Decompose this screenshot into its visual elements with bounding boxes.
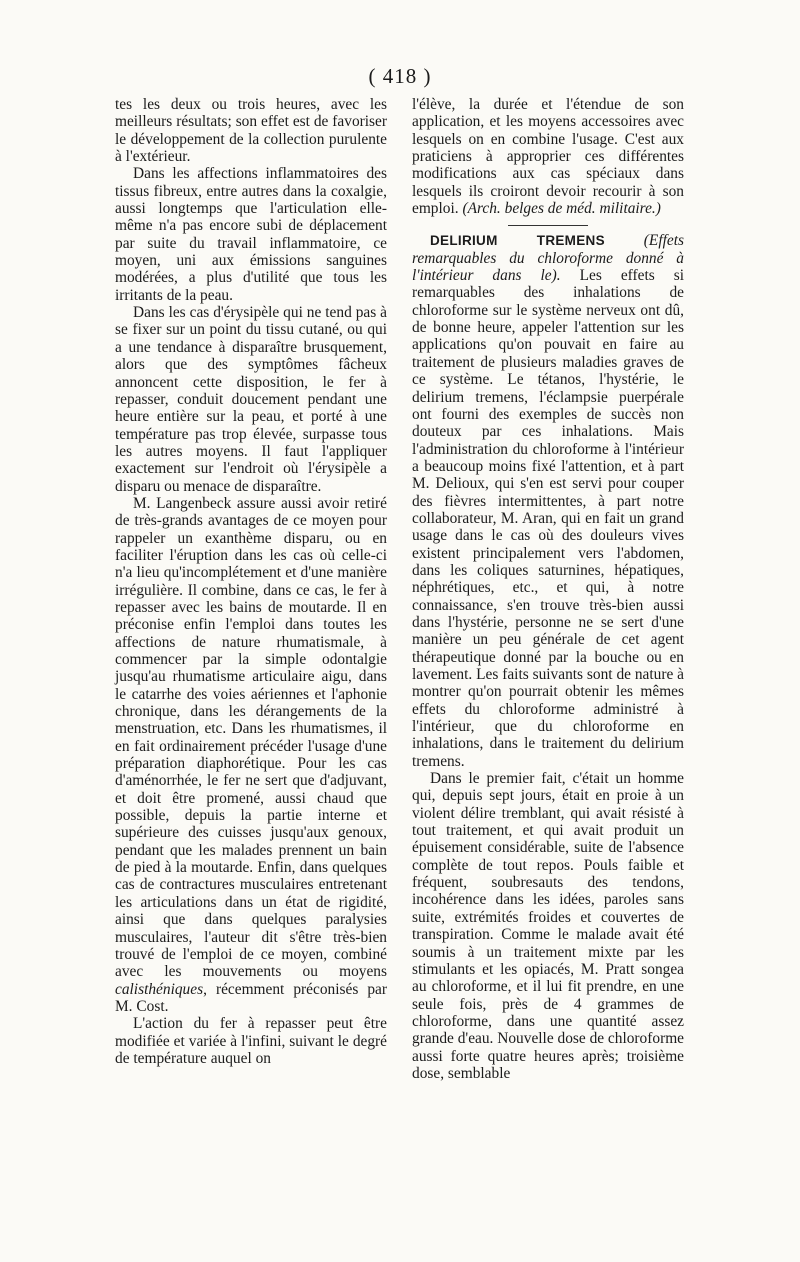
paragraph: Dans les affections inflammatoires des tissus fibreux, entre autres dans la coxalgie, aussi longtemps que l'articulation elle-même n'a pas encore subi de déplacement par suite du travail inflammatoire, ce moyen, uni aux émissions sanguines modérées, a plus d'utilité que tous les irritants de la peau. [115,165,387,304]
article-paragraph [412,232,684,770]
article-heading: DELIRIUM TREMENS [430,233,605,249]
italic-term: calisthéniques [115,980,204,998]
left-column [115,96,387,1067]
text-run: l'élève, la durée et l'étendue de son application, et les moyens accessoires avec lesquels on en combine l'usage. C'est aux praticiens à approprier ces différentes modifications aux cas spéciaux dans lesquels ils croiront devoir recourir à son emploi. [412,96,684,218]
text-run: Les effets si remarquables des inhalations de chloroforme sur le système nerveux ont dû, de bonne heure, appeler l'attention sur les applications qu'on pouvait en faire au traitement de plusieurs maladies graves de ce système. Le tétanos, l'hystérie, le delirium tremens, l'éclampsie puerpérale ont fourni des exemples de succès non douteux par ces inhalations. Mais l'administration du chloroforme à l'intérieur a beaucoup moins fixé l'attention, et à part M. Delioux, qui s'en est servi pour couper des fièvres intermittentes, à part notre collaborateur, M. Aran, qui en fait un grand usage dans le cas où des douleurs vives existent principalement vers l'abdomen, dans les coliques saturnines, hépatiques, néphrétiques, etc., et qui, à notre connaissance, s'en trouve très-bien aussi dans l'hystérie, personne ne se sert d'une manière un peu générale de cet agent thérapeutique donné par la bouche ou en lavement. Les faits suivants sont de nature à montrer qu'on pourrait obtenir les mêmes effets du chloroforme administré à l'intérieur, que du chloroforme en inhalations, dans le traitement du delirium tremens. [412,267,684,770]
citation: (Arch. belges de méd. militaire.) [462,200,661,218]
section-divider [508,225,588,226]
paragraph: tes les deux ou trois heures, avec les meilleurs résultats; son effet est de favoriser le développement de la collection purulente à l'extérieur. [115,96,387,166]
page-number: ( 418 ) [368,64,432,88]
right-column [412,96,684,1082]
paragraph: L'action du fer à repasser peut être modifiée et variée à l'infini, suivant le degré de température auquel on [115,1015,387,1067]
paragraph [115,495,387,1015]
text-run: M. Langenbeck assure aussi avoir retiré de très-grands avantages de ce moyen pour rappeler un exanthème disparu, ou en faciliter l'éruption dans les cas où celle-ci n'a lieu qu'incomplétement et d'une manière irrégulière. Il combine, dans ce cas, le fer à repasser avec les bains de moutarde. Il en préconise enfin l'emploi dans toutes les affections de nature rhumatismale, à commencer par la simple odontalgie jusqu'au rhumatisme articulaire aigu, dans le catarrhe des voies aériennes et l'aphonie chronique, dans les dérangements de la menstruation, etc. Dans les rhumatismes, il en fait ordinairement précéder l'usage d'une préparation diaphorétique. Pour les cas d'aménorrhée, le fer ne sert que d'adjuvant, et doit être promené, aussi chaud que possible, depuis la partie interne et supérieure des cuisses jusqu'aux genoux, pendant que les malades prennent un bain de pied à la moutarde. Enfin, dans quelques cas de contractures musculaires entretenant les articulations dans un état de rigidité, ainsi que dans quelques paralysies musculaires, l'auteur dit s'être très-bien trouvé de l'emploi de ce moyen, combiné avec les mouvements ou moyens [115,494,387,981]
paragraph [412,96,684,217]
text-run: , récemment préconisés par M. Cost. [115,980,387,1015]
paragraph: Dans les cas d'érysipèle qui ne tend pas à se fixer sur un point du tissu cutané, ou qui a une tendance à disparaître brusquement, alors que des symptômes fâcheux annoncent cette disposition, le fer à repasser, conduit doucement pendant une heure entière sur la peau, et porté à une température pas trop élevée, surpasse tous les autres moyens. Il faut l'appliquer exactement sur l'endroit où l'érysipèle a disparu ou menace de disparaître. [115,304,387,495]
article-subheading: (Effets remarquables du chloroforme donné à l'intérieur dans le). [412,232,684,285]
paragraph: Dans le premier fait, c'était un homme qui, depuis sept jours, était en proie à un violent délire tremblant, qui avait résisté à tout traitement, et qui avait produit un épuisement considérable, suite de l'absence complète de tout repos. Pouls faible et fréquent, soubresauts des tendons, incohérence dans les idées, paroles sans suite, extrémités froides et couvertes de transpiration. Comme le malade avait été soumis à un traitement mixte par les stimulants et les opiacés, M. Pratt songea au chloroforme, et il lui fit prendre, en une seule fois, près de 4 grammes de chloroforme, dans une quantité assez grande d'eau. Nouvelle dose de chloroforme aussi forte quatre heures après; troisième dose, semblable [412,770,685,1082]
